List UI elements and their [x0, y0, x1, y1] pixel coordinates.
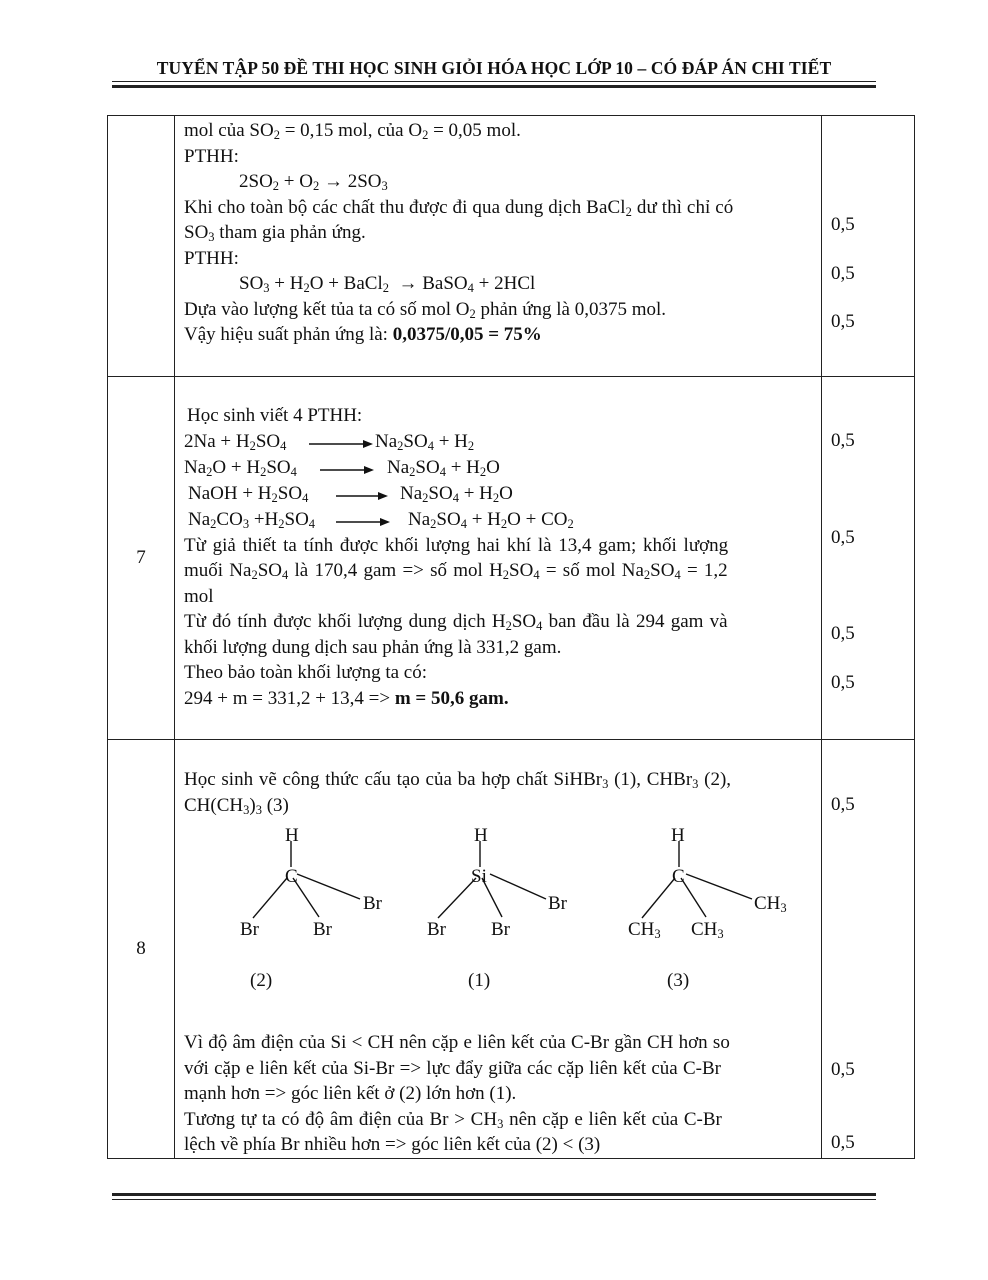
atom-label: H — [671, 825, 685, 846]
arrow-icon — [336, 518, 390, 526]
text-line: Từ đó tính được khối lượng dung dịch $H_2SO_4$ ban đầu là 294 gam và — [184, 611, 728, 633]
atom-label-ch3: $CH_3$ — [691, 919, 724, 941]
score-value: 0,5 — [831, 1132, 855, 1153]
score-value: 0,5 — [831, 623, 855, 644]
score-value: 0,5 — [831, 311, 855, 332]
footer-rule-thick — [112, 1193, 876, 1196]
text-line: mol của $SO_2 = 0,15$ mol, của $O_2 = 0,05$ mol. — [184, 120, 521, 142]
footer-rule-thin — [112, 1199, 876, 1200]
answer-content-cell — [175, 377, 822, 740]
score-cell — [822, 116, 915, 377]
result-mass: m = 50,6 gam. — [394, 687, 509, 709]
text-line: Từ giả thiết ta tính được khối lượng hai khí là 13,4 gam; khối lượng — [184, 534, 729, 556]
text-line: 294 + m = 331,2 + 13,4 => m = 50,6 gam. — [184, 687, 509, 709]
arrow-icon — [320, 466, 374, 474]
table-row-7 — [108, 377, 915, 740]
score-value: 0,5 — [831, 527, 855, 548]
answer-content-cell — [175, 116, 822, 377]
answer-table — [107, 115, 915, 1159]
pthh-label: PTHH: — [184, 247, 239, 269]
atom-label: H — [474, 825, 488, 846]
text-line: Theo bảo toàn khối lượng ta có: — [184, 662, 428, 683]
atom-label: Br — [240, 919, 259, 940]
equation-so3-bacl2: $SO_3 + H_2O$ + BaCl$_2$ → BaSO$_4$ + 2HCl — [239, 273, 536, 295]
atom-label: C — [672, 866, 685, 887]
score-value: 0,5 — [831, 794, 855, 815]
result-efficiency: 0,0375/0,05 = 75% — [392, 324, 542, 345]
atom-label: Si — [471, 866, 487, 887]
text-line: Dựa vào lượng kết tủa ta có số mol $O_2$ phản ứng là 0,0375 mol. — [184, 298, 667, 321]
equation-naoh-h2so4: NaOH + $H_2SO_4$ $Na_2SO_4 + H_2O$ — [188, 482, 513, 505]
text-line: khối lượng dung dịch sau phản ứng là 331,2 gam. — [184, 636, 562, 658]
text-line: $SO_3$ tham gia phản ứng. — [184, 222, 366, 244]
score-value: 0,5 — [831, 263, 855, 284]
equation-2so2-o2: $2SO_2 + O_2 \to 2SO_3$ — [239, 171, 388, 193]
score-value: 0,5 — [831, 672, 855, 693]
arrow-icon — [336, 492, 388, 500]
table-row-6 — [108, 116, 915, 377]
equation-na-h2so4: $2Na + H_2SO_4$ $Na_2SO_4 + H_2$ — [184, 430, 475, 453]
structure-caption: (3) — [667, 970, 690, 991]
page-header-title: TUYỂN TẬP 50 ĐỀ THI HỌC SINH GIỎI HÓA HỌC LỚP 10 – CÓ ĐÁP ÁN CHI TIẾT — [156, 58, 832, 78]
score-cell — [822, 740, 915, 1159]
atom-label: Br — [548, 893, 567, 914]
table-row-8 — [108, 740, 915, 1159]
question-number-cell — [108, 116, 175, 377]
atom-label-ch3: $CH_3$ — [628, 919, 661, 941]
question-number-cell: 7 — [108, 377, 175, 740]
text-line: Tương tự ta có độ âm điện của $Br > CH_3$ nên cặp e liên kết của C-Br — [184, 1108, 722, 1131]
atom-label: Br — [427, 919, 446, 940]
answer-content-cell — [175, 740, 822, 1159]
text-line: Học sinh vẽ công thức cấu tạo của ba hợp chất SiHBr$_3$ (1), CHBr$_3$ (2), — [184, 769, 732, 791]
score-value: 0,5 — [831, 1059, 855, 1080]
structural-formulas — [184, 820, 812, 1030]
question-number-cell: 8 — [108, 740, 175, 1159]
atom-label-ch3: $CH_3$ — [754, 893, 787, 915]
text-line: Học sinh viết 4 PTHH: — [187, 405, 363, 426]
header-rule-thick — [112, 85, 876, 88]
structure-caption: (2) — [250, 970, 273, 991]
atom-label: Br — [313, 919, 332, 940]
text-line: mol — [184, 585, 214, 607]
text-line: Khi cho toàn bộ các chất thu được đi qua dung dịch BaCl$_2$ dư thì chỉ có — [184, 196, 734, 219]
text-line: muối $Na_2SO_4$ là 170,4 gam => số mol $H_2SO_4$ = số mol $Na_2SO_4 = 1,2$ — [184, 560, 728, 582]
header-rule-thin — [112, 81, 876, 82]
equation-na2o-h2so4: $Na_2O + H_2SO_4$ $Na_2SO_4 + H_2O$ — [184, 456, 500, 479]
score-cell — [822, 377, 915, 740]
atom-label: Br — [363, 893, 382, 914]
atom-label: H — [285, 825, 299, 846]
equation-na2co3-h2so4: $Na_2CO_3 +H_2SO_4$ $Na_2SO_4 + H_2O + CO_2$ — [188, 508, 574, 531]
pthh-label: PTHH: — [184, 145, 239, 167]
arrow-icon — [309, 440, 373, 448]
atom-label: C — [285, 866, 298, 887]
text-line: Vậy hiệu suất phản ứng là: 0,0375/0,05 = 75% — [184, 324, 542, 345]
atom-label: Br — [491, 919, 510, 940]
score-value: 0,5 — [831, 430, 855, 451]
text-line: Vì độ âm điện của Si < CH nên cặp e liên kết của C-Br gần CH hơn so — [184, 1032, 730, 1053]
text-line: $CH(CH_3)_3$ (3) — [184, 794, 289, 817]
text-line: với cặp e liên kết của Si-Br => lực đẩy giữa các cặp liên kết của C-Br — [184, 1057, 721, 1079]
text-line: mạnh hơn => góc liên kết ở (2) lớn hơn (1). — [184, 1083, 517, 1104]
structure-caption: (1) — [468, 970, 491, 991]
score-value: 0,5 — [831, 214, 855, 235]
text-line: lệch về phía Br nhiều hơn => góc liên kết của (2) < (3) — [184, 1134, 601, 1155]
